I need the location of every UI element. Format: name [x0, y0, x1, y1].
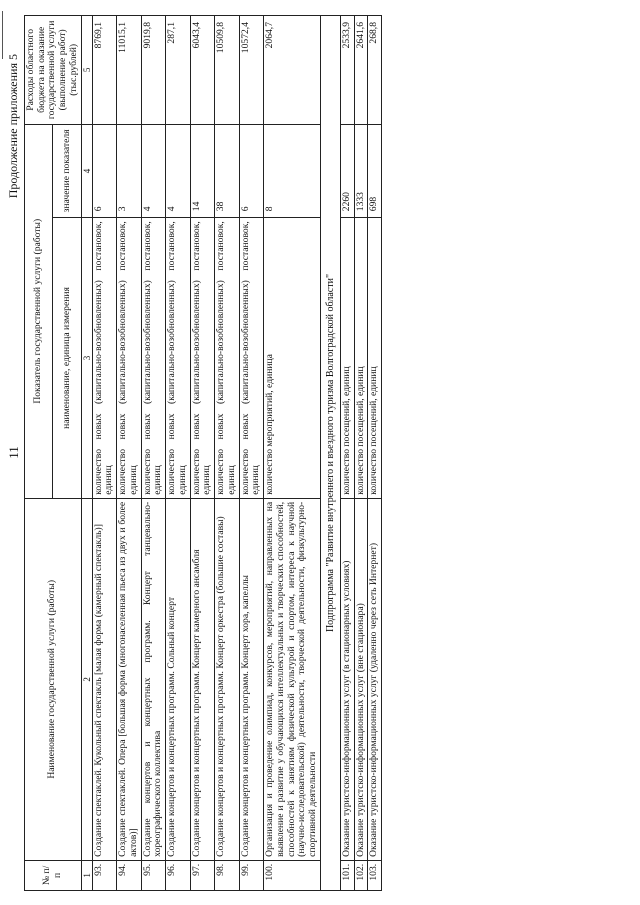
indicator-unit: количество посещений, единиц [340, 218, 354, 499]
service-name: Создание спектаклей. Опера [большая форма (многонаселенная пьеса из двух и более актов)] [117, 498, 141, 860]
services-table [24, 15, 382, 891]
service-name: Оказание туристско-информационных услуг (удаленно через сеть Интернет) [368, 498, 382, 860]
expense-value: 10509,8 [215, 16, 239, 125]
indicator-unit: количество новых (капитально-возобновленных) постановок, единиц [239, 218, 263, 499]
indicator-value: 8 [264, 124, 321, 218]
row-number: 96. [166, 860, 190, 890]
indicator-value: 14 [190, 124, 214, 218]
indicator-value: 1333 [354, 124, 368, 218]
row-number: 95. [141, 860, 165, 890]
header-indicator: Показатель государственной услуги (работы) [25, 124, 53, 498]
header-unit: наименование, единица измерения [53, 218, 81, 499]
row-number: 98. [215, 860, 239, 890]
table-row [141, 16, 165, 891]
column-number: 3 [81, 218, 92, 499]
service-name: Создание концертов и концертных программ. Концерт камерного ансамбля [190, 498, 214, 860]
row-number: 103. [368, 860, 382, 890]
expense-value: 287,1 [166, 16, 190, 125]
table-row [190, 16, 214, 891]
indicator-value: 4 [141, 124, 165, 218]
service-name: Оказание туристско-информационных услуг (вне стационара) [354, 498, 368, 860]
appendix-caption: Продолжение приложения 5 [6, 54, 20, 199]
row-number: 93. [92, 860, 116, 890]
row-number: 97. [190, 860, 214, 890]
service-name: Оказание туристско-информационных услуг (в стационарных условиях) [340, 498, 354, 860]
indicator-value: 6 [92, 124, 116, 218]
table-row [239, 16, 263, 891]
indicator-unit: количество новых (капитально-возобновленных) постановок, единиц [190, 218, 214, 499]
header-service: Наименование государственной услуги (работы) [25, 498, 82, 860]
service-name: Создание концертов и концертных программ. Сольный концерт [166, 498, 190, 860]
indicator-unit: количество новых (капитально-возобновленных) постановок, единиц [117, 218, 141, 499]
header-num: № п/п [25, 860, 82, 890]
row-number: 102. [354, 860, 368, 890]
header-row [25, 16, 53, 891]
indicator-unit: количество новых (капитально-возобновленных) постановок, единиц [166, 218, 190, 499]
indicator-value: 2260 [340, 124, 354, 218]
expense-value: 6043,4 [190, 16, 214, 125]
header-value: значение показателя [53, 124, 81, 218]
subprogram-title: Подпрограмма "Развитие внутреннего и въездного туризма Волгоградской области" [320, 16, 340, 891]
indicator-unit: количество новых (капитально-возобновленных) постановок, единиц [141, 218, 165, 499]
expense-value: 268,8 [368, 16, 382, 125]
column-number: 5 [81, 16, 92, 125]
indicator-value: 3 [117, 124, 141, 218]
indicator-unit: количество мероприятий, единица [264, 218, 321, 499]
corner-line [2, 11, 3, 59]
row-number: 94. [117, 860, 141, 890]
indicator-unit: количество посещений, единиц [354, 218, 368, 499]
service-name: Создание концертов и концертных программ. Концерт танцевально-хореографического коллектива [141, 498, 165, 860]
service-name: Создание спектаклей. Кукольный спектакль [малая форма (камерный спектакль)] [92, 498, 116, 860]
table-row [215, 16, 239, 891]
expense-value: 2533,9 [340, 16, 354, 125]
header-expense: Расходы областного бюджета на оказание государственной услуги (выполнение работ) (тыс.рублей) [25, 16, 82, 125]
table-row [368, 16, 382, 891]
table-row [264, 16, 321, 891]
indicator-unit: количество новых (капитально-возобновленных) постановок, единиц [215, 218, 239, 499]
table-row [354, 16, 368, 891]
indicator-value: 698 [368, 124, 382, 218]
indicator-unit: количество посещений, единиц [368, 218, 382, 499]
row-number: 100. [264, 860, 321, 890]
column-number-row [81, 16, 92, 891]
expense-value: 10572,4 [239, 16, 263, 125]
row-number: 99. [239, 860, 263, 890]
service-name: Создание концертов и концертных программ. Концерт хора, капеллы [239, 498, 263, 860]
indicator-value: 38 [215, 124, 239, 218]
service-name: Создание концертов и концертных программ. Концерт оркестра (большие составы) [215, 498, 239, 860]
indicator-value: 6 [239, 124, 263, 218]
table-row [117, 16, 141, 891]
indicator-unit: количество новых (капитально-возобновленных) постановок, единиц [92, 218, 116, 499]
expense-value: 2064,7 [264, 16, 321, 125]
expense-value: 9019,8 [141, 16, 165, 125]
table-row [340, 16, 354, 891]
expense-value: 8769,1 [92, 16, 116, 125]
column-number: 1 [81, 860, 92, 890]
expense-value: 2641,6 [354, 16, 368, 125]
table-row [166, 16, 190, 891]
row-number: 101. [340, 860, 354, 890]
column-number: 4 [81, 124, 92, 218]
indicator-value: 4 [166, 124, 190, 218]
expense-value: 11015,1 [117, 16, 141, 125]
subprogram-row [320, 16, 340, 891]
column-number: 2 [81, 498, 92, 860]
page-number: 11 [6, 446, 21, 459]
service-name: Организация и проведение олимпиад, конкурсов, мероприятий, направленных на выявление и развитие у обучающихся интеллектуальных и творческих способностей, способностей к занятиям физической культурой и спортом, интереса к научной (научно-исследовательской) деятельности, творческой деятельности, физкультурно-спортивной деятельности [264, 498, 321, 860]
table-row [92, 16, 116, 891]
